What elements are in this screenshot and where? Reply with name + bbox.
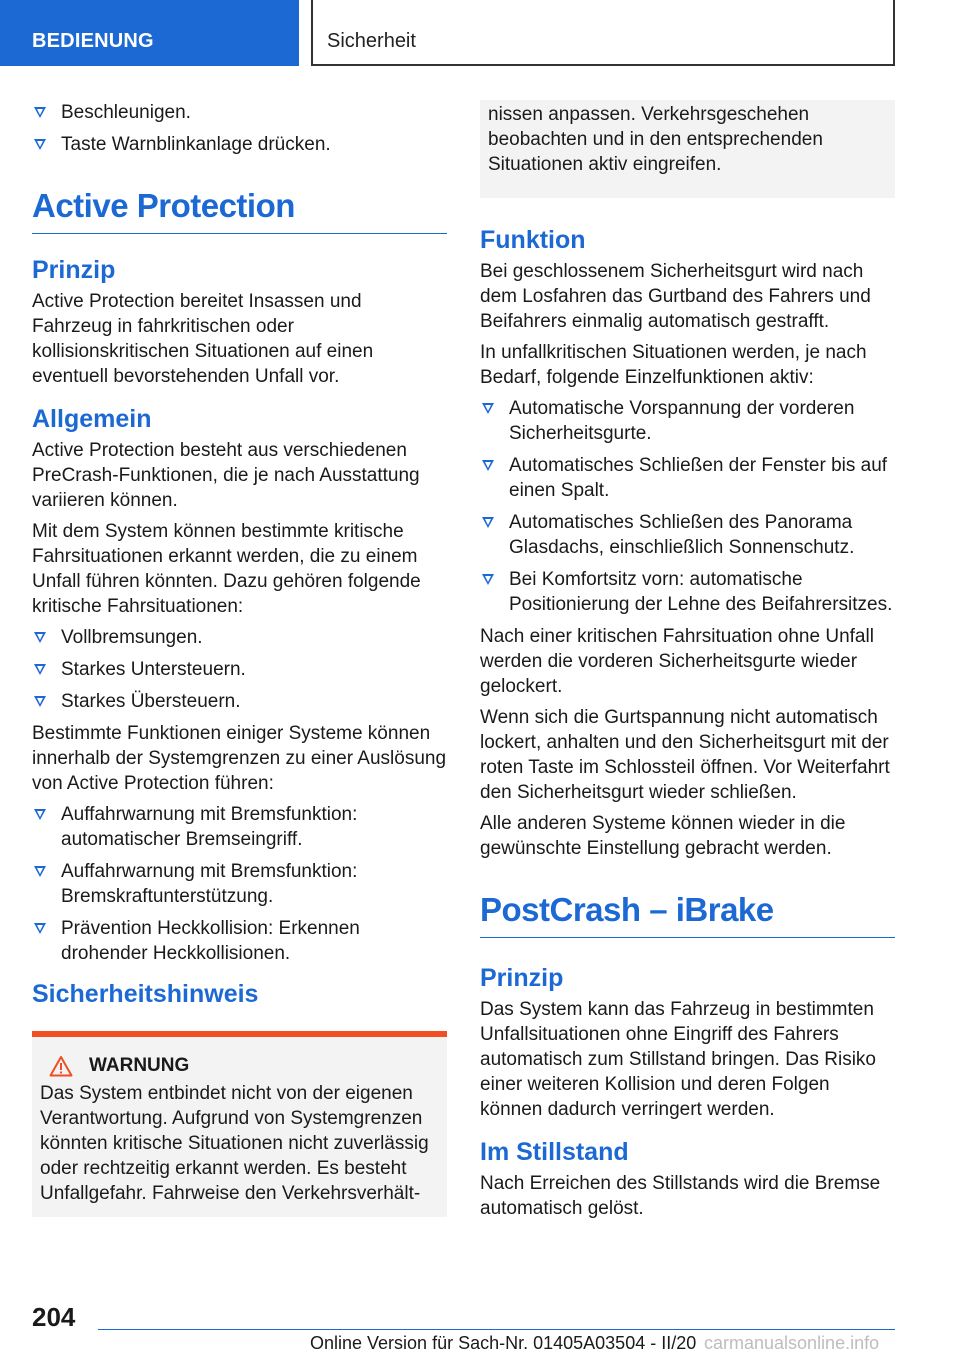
paragraph: Active Protection besteht aus verschiedenen PreCrash-Funktionen, die je nach Ausstattung variieren können. (32, 440, 420, 511)
section-title-postcrash: PostCrash – iBrake (480, 891, 895, 938)
steps-list (32, 100, 447, 157)
warning-box-continued (480, 100, 895, 198)
functions-list (480, 396, 895, 617)
footer-watermark: carmanualsonline.info (704, 1333, 880, 1353)
triangle-bullet-icon (34, 809, 46, 820)
right-column (480, 100, 895, 1227)
list-item: Starkes Untersteuern. (32, 657, 447, 682)
paragraph: Bei geschlossenem Sicherheitsgurt wird nach dem Losfahren das Gurtband des Fahrers und Beifahrers einmalig automatisch gestrafft. (480, 261, 871, 332)
section-label: BEDIENUNG (32, 30, 154, 52)
paragraph: Wenn sich die Gurtspannung nicht automatisch lockert, anhalten und den Sicherheitsgurt mit der roten Taste im Schlossteil öffnen. Vor Weiterfahrt den Sicherheitsgurt wieder schließen. (480, 707, 890, 803)
triangle-bullet-icon (482, 460, 494, 471)
triangle-bullet-icon (34, 664, 46, 675)
footer-divider (98, 1329, 895, 1330)
warning-label: WARNUNG (89, 1055, 190, 1076)
list-item: Automatisches Schließen der Fenster bis auf einen Spalt. (480, 453, 895, 503)
left-column (32, 100, 447, 1217)
paragraph: Mit dem System können bestimmte kritische Fahrsituationen erkannt werden, die zu einem Unfall führen könnten. Dazu gehören folgende kritische Fahrsituationen: (32, 521, 421, 617)
heading-funktion: Funktion (480, 226, 586, 254)
warning-title (40, 1055, 439, 1077)
list-item: Automatisches Schließen des Panorama Glasdachs, einschließlich Sonnenschutz. (480, 510, 895, 560)
list-item: Starkes Übersteuern. (32, 689, 447, 714)
warning-triangle-icon (49, 1055, 73, 1077)
list-item: Taste Warnblinkanlage drücken. (32, 132, 447, 157)
triangle-bullet-icon (34, 923, 46, 934)
heading-im-stillstand: Im Stillstand (480, 1138, 629, 1166)
list-item: Auffahrwarnung mit Bremsfunktion: automatischer Bremseingriff. (32, 802, 447, 852)
paragraph: Nach einer kritischen Fahrsituation ohne Unfall werden die vorderen Sicherheitsgurte wieder gelockert. (480, 626, 874, 697)
list-item: Beschleunigen. (32, 100, 447, 125)
heading-sicherheitshinweis: Sicherheitshinweis (32, 980, 259, 1008)
section-title-active-protection: Active Protection (32, 187, 447, 234)
warning-box (32, 1031, 447, 1217)
triangle-bullet-icon (34, 696, 46, 707)
chapter-label: Sicherheit (327, 30, 416, 52)
triangle-bullet-icon (34, 632, 46, 643)
triangle-bullet-icon (34, 866, 46, 877)
section-tab (0, 0, 299, 66)
list-item: Automatische Vorspannung der vorderen Sicherheitsgurte. (480, 396, 895, 446)
paragraph: Alle anderen Systeme können wieder in die gewünschte Einstellung gebracht werden. (480, 813, 846, 859)
triangle-bullet-icon (34, 139, 46, 150)
heading-prinzip-2: Prinzip (480, 964, 564, 992)
heading-prinzip: Prinzip (32, 256, 116, 284)
paragraph: Das System kann das Fahrzeug in bestimmten Unfallsituationen ohne Eingriff des Fahrers automatisch zum Stillstand bringen. Das Risiko einer weiteren Kollision und deren Folgen können dadurch verringert werden. (480, 999, 877, 1120)
chapter-tab (311, 0, 895, 66)
triangle-bullet-icon (34, 107, 46, 118)
paragraph: Nach Erreichen des Stillstands wird die Bremse automatisch gelöst. (480, 1173, 881, 1219)
footer-online-version: Online Version für Sach-Nr. 01405A03504 - II/20 (310, 1333, 697, 1353)
paragraph: Active Protection bereitet Insassen und Fahrzeug in fahrkritischen oder kollisionskritischen Situationen auf einen eventuell bevorstehenden Unfall vor. (32, 291, 374, 387)
page-header (0, 0, 960, 66)
triangle-bullet-icon (482, 574, 494, 585)
paragraph: In unfallkritischen Situationen werden, je nach Bedarf, folgende Einzelfunktionen aktiv: (480, 342, 867, 388)
warning-text-continued: nissen anpassen. Verkehrsgeschehen beobachten und in den entsprechenden Situationen aktiv eingreifen. (488, 104, 823, 175)
list-item: Bei Komfortsitz vorn: automatische Positionierung der Lehne des Beifahrersitzes. (480, 567, 895, 617)
heading-allgemein: Allgemein (32, 405, 152, 433)
list-item: Prävention Heckkollision: Erkennen drohender Heckkollisionen. (32, 916, 447, 966)
list-item: Vollbremsungen. (32, 625, 447, 650)
page-number: 204 (32, 1302, 76, 1332)
paragraph: Bestimmte Funktionen einiger Systeme können innerhalb der Systemgrenzen zu einer Auslösung von Active Protection führen: (32, 723, 447, 794)
triangle-bullet-icon (482, 403, 494, 414)
systems-list (32, 802, 447, 966)
warning-text: Das System entbindet nicht von der eigenen Verantwortung. Aufgrund von Systemgrenzen könnten kritische Situationen nicht zuverlässig oder rechtzeitig erkannt werden. Es besteht Unfallgefahr. Fahrweise den Verkehrsverhält- (40, 1083, 429, 1204)
list-item: Auffahrwarnung mit Bremsfunktion: Bremskraftunterstützung. (32, 859, 447, 909)
triangle-bullet-icon (482, 517, 494, 528)
situations-list (32, 625, 447, 714)
